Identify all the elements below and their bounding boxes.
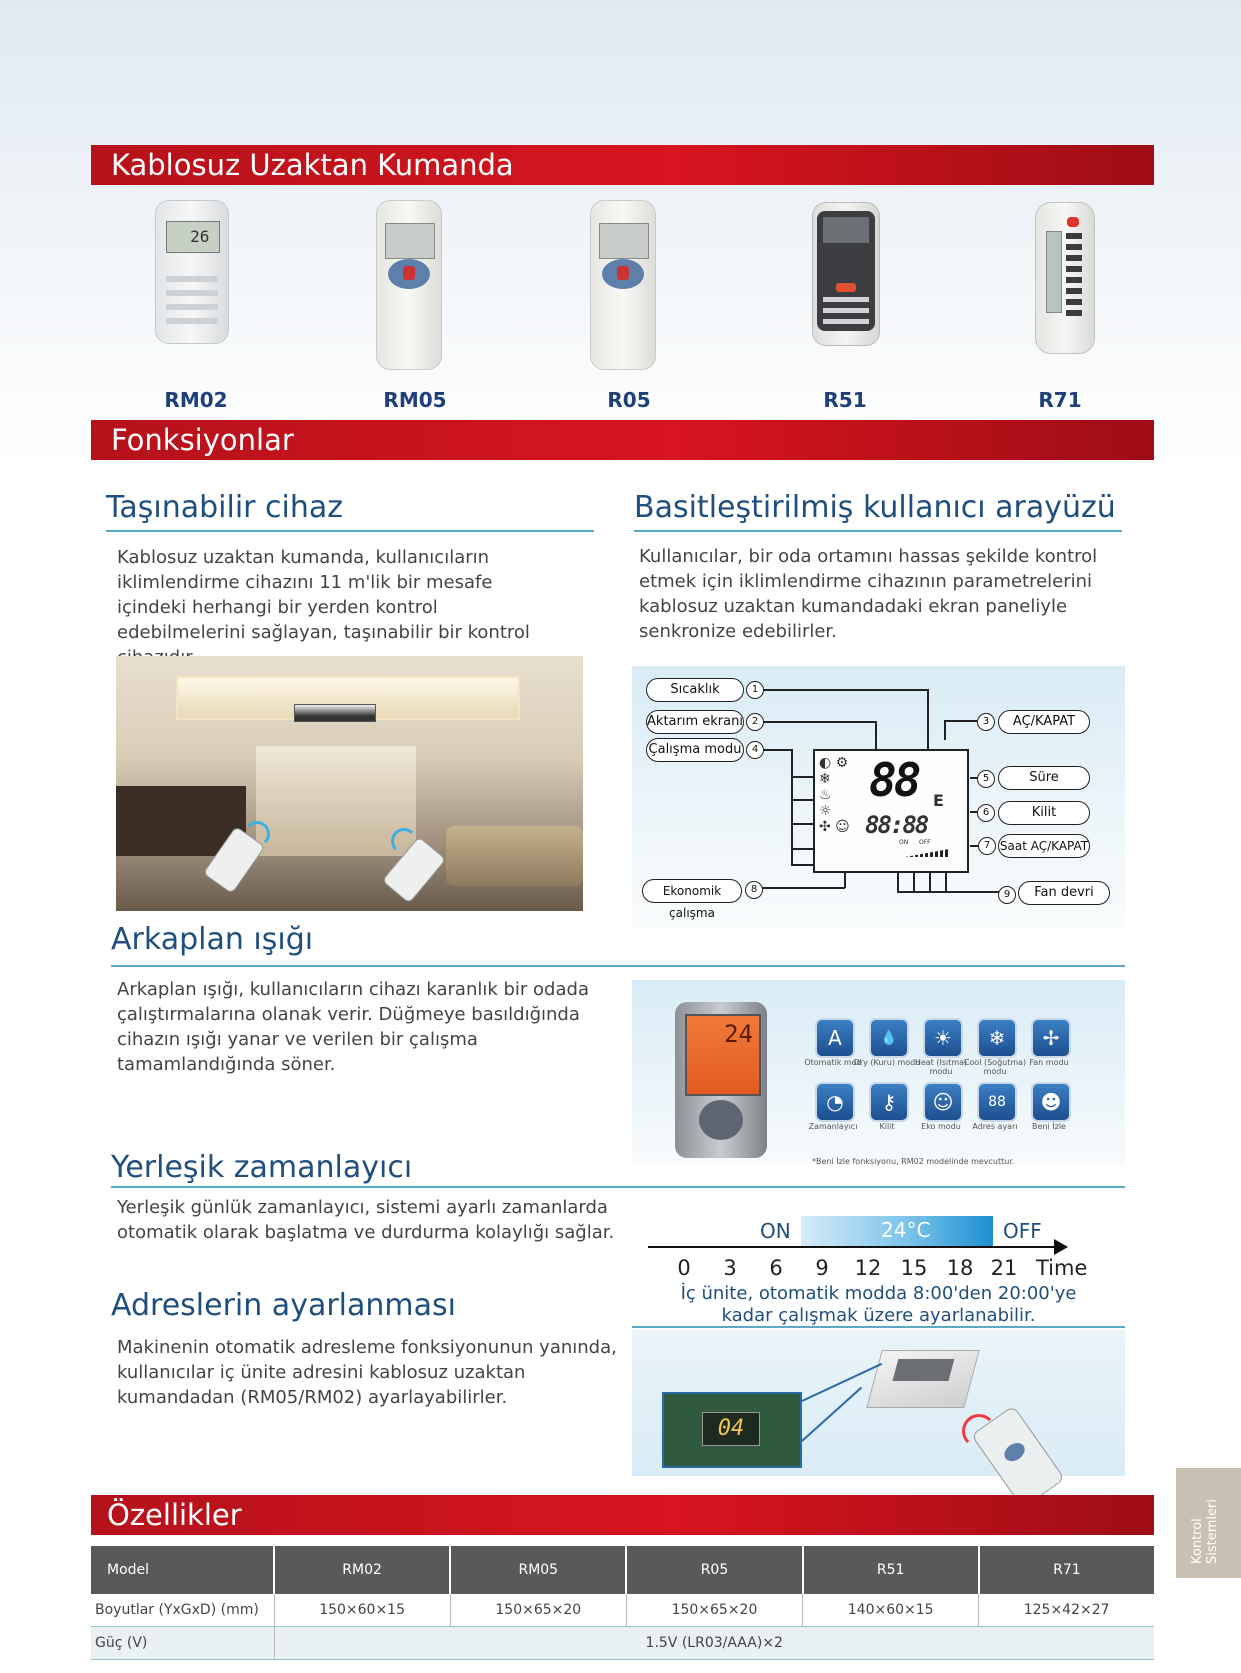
num-8: 8 bbox=[745, 881, 763, 899]
portable-underline bbox=[106, 530, 594, 532]
backlit-screen-value: 24 bbox=[724, 1020, 753, 1048]
section-header-bar bbox=[91, 145, 1154, 185]
specs-table bbox=[91, 1546, 1154, 1660]
label-temperature: Sıcaklık bbox=[646, 678, 744, 702]
side-tab bbox=[1176, 1468, 1241, 1578]
timer-title: Yerleşik zamanlayıcı bbox=[111, 1150, 413, 1185]
heat-icon: ☀ bbox=[923, 1018, 963, 1058]
table-cell: 125×42×27 bbox=[979, 1594, 1154, 1627]
label-transfer-screen: Aktarım ekranı bbox=[646, 710, 744, 734]
specs-header-row bbox=[91, 1546, 1154, 1594]
table-cell: 150×60×15 bbox=[274, 1594, 450, 1627]
table-cell: 150×65×20 bbox=[626, 1594, 802, 1627]
mode-icon-label: Eko modu bbox=[921, 1122, 961, 1131]
timer-tick: 9 bbox=[815, 1256, 829, 1280]
portable-title: Taşınabilir cihaz bbox=[106, 490, 343, 525]
table-cell: Güç (V) bbox=[91, 1627, 274, 1660]
label-fan-speed: Fan devri bbox=[1018, 881, 1110, 905]
address-text: Makinenin otomatik adresleme fonksiyonunun yanında, kullanıcılar iç ünite adresini kablosuz uzaktan kumandadan (RM05/RM02) ayarlayabilirler. bbox=[117, 1337, 617, 1408]
address-underline bbox=[632, 1326, 1125, 1328]
auto-icon: A bbox=[815, 1018, 855, 1058]
table-cell: Boyutlar (YxGxD) (mm) bbox=[91, 1594, 274, 1627]
label-duration: Süre bbox=[998, 766, 1090, 790]
dry-icon: 💧 bbox=[869, 1018, 909, 1058]
timer-active-band bbox=[801, 1216, 993, 1246]
address-title: Adreslerin ayarlanması bbox=[111, 1288, 456, 1323]
timer-tick: 3 bbox=[723, 1256, 737, 1280]
specs-header-cell: Model bbox=[91, 1546, 274, 1594]
mode-icon-label: Otomatik mod bbox=[804, 1058, 862, 1067]
timer-tick: 21 bbox=[990, 1256, 1018, 1280]
specs-header-cell: RM02 bbox=[274, 1546, 450, 1594]
address-panel bbox=[632, 1330, 1125, 1476]
label-on-off: AÇ/KAPAT bbox=[998, 710, 1090, 734]
timer-icon: ◔ bbox=[815, 1082, 855, 1122]
specs-header-cell: R71 bbox=[979, 1546, 1154, 1594]
mode-icon-label: Cool (Soğutma) modu bbox=[963, 1058, 1027, 1076]
timer-axis bbox=[648, 1246, 1058, 1248]
backlight-title: Arkaplan ışığı bbox=[111, 922, 314, 957]
section-title: Kablosuz Uzaktan Kumanda bbox=[111, 148, 514, 182]
simple-ui-title: Basitleştirilmiş kullanıcı arayüzü bbox=[634, 490, 1116, 525]
label-eco-operation: Ekonomik çalışma bbox=[642, 879, 742, 903]
room-photo bbox=[116, 656, 583, 911]
follow-me-icon: ☻ bbox=[1031, 1082, 1071, 1122]
model-label-r71: R71 bbox=[1038, 388, 1082, 412]
timer-tick: 15 bbox=[900, 1256, 928, 1280]
timer-temperature: 24°C bbox=[881, 1218, 931, 1242]
follow-me-note: *Beni İzle fonksiyonu, RM02 modelinde mevcuttur. bbox=[812, 1157, 1015, 1166]
fan-icon: ✢ bbox=[1031, 1018, 1071, 1058]
timer-underline bbox=[111, 1186, 1125, 1188]
timer-axis-arrow bbox=[1054, 1239, 1068, 1255]
model-label-rm05: RM05 bbox=[383, 388, 447, 412]
timer-tick: 18 bbox=[946, 1256, 974, 1280]
num-4: 4 bbox=[746, 741, 764, 759]
table-cell: 140×60×15 bbox=[803, 1594, 979, 1627]
num-3: 3 bbox=[977, 713, 995, 731]
remote-rm05-image bbox=[376, 200, 442, 370]
backlight-panel bbox=[632, 980, 1125, 1165]
specs-header-cell: R51 bbox=[803, 1546, 979, 1594]
lcd-diagram bbox=[632, 666, 1125, 929]
timer-tick: 6 bbox=[769, 1256, 783, 1280]
functions-title: Fonksiyonlar bbox=[111, 423, 294, 457]
functions-header-bar bbox=[91, 420, 1154, 460]
table-row bbox=[91, 1594, 1154, 1627]
cassette-unit-image bbox=[866, 1350, 980, 1408]
cool-icon: ❄ bbox=[977, 1018, 1017, 1058]
timer-text: Yerleşik günlük zamanlayıcı, sistemi ayarlı zamanlarda otomatik olarak başlatma ve durdurma kolaylığı sağlar. bbox=[117, 1197, 615, 1243]
lcd-clock: 88:88 bbox=[865, 811, 928, 839]
num-1: 1 bbox=[746, 681, 764, 699]
table-cell: 1.5V (LR03/AAA)×2 bbox=[274, 1627, 1154, 1660]
lcd-panel bbox=[813, 749, 969, 873]
model-label-rm02: RM02 bbox=[164, 388, 228, 412]
backlight-underline bbox=[111, 965, 1125, 967]
timer-axis-label: Time bbox=[1036, 1256, 1088, 1280]
side-tab-line2: Sistemleri bbox=[1205, 1499, 1220, 1564]
lcd-temperature: 88 bbox=[869, 753, 919, 807]
remote-r51-image bbox=[812, 202, 880, 346]
mode-icon-label: Heat (Isıtma) modu bbox=[914, 1058, 968, 1076]
side-tab-line1: Kontrol bbox=[1190, 1518, 1205, 1564]
mode-icon-label: Kilit bbox=[879, 1122, 895, 1131]
label-lock: Kilit bbox=[998, 801, 1090, 825]
label-clock-on-off: Saat AÇ/KAPAT bbox=[998, 834, 1090, 858]
specs-header-cell: RM05 bbox=[450, 1546, 626, 1594]
label-operation-mode: Çalışma modu bbox=[646, 738, 744, 762]
remote-r71-image bbox=[1035, 202, 1095, 354]
simple-ui-underline bbox=[634, 530, 1122, 532]
model-label-r51: R51 bbox=[823, 388, 867, 412]
timer-off-label: OFF bbox=[1003, 1219, 1042, 1243]
backlit-remote-image bbox=[675, 1002, 767, 1158]
address-icon: 88 bbox=[977, 1082, 1017, 1122]
lcd-e-mark: E bbox=[933, 791, 944, 810]
timer-on-label: ON bbox=[760, 1219, 791, 1243]
mode-icon-label: Adres ayarı bbox=[972, 1122, 1018, 1131]
specs-header-cell: R05 bbox=[626, 1546, 802, 1594]
remote-rm02-image: 26 bbox=[155, 200, 229, 344]
timer-tick: 0 bbox=[677, 1256, 691, 1280]
num-2: 2 bbox=[746, 713, 764, 731]
address-board-image bbox=[662, 1392, 802, 1468]
specs-header-bar bbox=[91, 1495, 1154, 1535]
timer-caption-line1: İç ünite, otomatik modda 8:00'den 20:00'ye bbox=[680, 1283, 1077, 1304]
lcd-on: ON bbox=[899, 839, 909, 846]
mode-icon-label: Beni İzle bbox=[1032, 1122, 1066, 1131]
num-9: 9 bbox=[998, 886, 1016, 904]
model-label-r05: R05 bbox=[607, 388, 651, 412]
eco-icon: ☺ bbox=[923, 1082, 963, 1122]
portable-text: Kablosuz uzaktan kumanda, kullanıcıların iklimlendirme cihazını 11 m'lik bir mesafe içindeki herhangi bir yerden kontrol edebilmelerini sağlayan, taşınabilir bir kontrol bbox=[117, 547, 530, 643]
address-display-value: 04 bbox=[717, 1416, 745, 1441]
timer-caption-line2: kadar çalışmak üzere ayarlanabilir. bbox=[721, 1305, 1036, 1326]
backlight-text: Arkaplan ışığı, kullanıcıların cihazı karanlık bir odada çalıştırmalarına olanak verir. Düğmeye basıldığında cihazın ışığı yanar ve verilen bir çalışma tamamlandığında söner. bbox=[117, 979, 589, 1075]
table-row bbox=[91, 1627, 1154, 1660]
mode-icon-label: Zamanlayıcı bbox=[808, 1122, 858, 1131]
num-5: 5 bbox=[977, 770, 995, 788]
timer-tick: 12 bbox=[854, 1256, 882, 1280]
remote-r05-image bbox=[590, 200, 656, 370]
table-cell: 150×65×20 bbox=[450, 1594, 626, 1627]
lcd-mode-icons: ◐ ⚙ ❄ ♨ ☼ ✣ ☺ bbox=[819, 755, 850, 835]
num-6: 6 bbox=[977, 804, 995, 822]
num-7: 7 bbox=[978, 837, 996, 855]
specs-title: Özellikler bbox=[107, 1498, 242, 1532]
mode-icon-label: Dry (Kuru) modu bbox=[853, 1058, 921, 1067]
mode-icon-label: Fan modu bbox=[1029, 1058, 1069, 1067]
simple-ui-text: Kullanıcılar, bir oda ortamını hassas şekilde kontrol etmek için iklimlendirme cihazının parametrelerini kablosuz uzaktan kumandadaki ekran paneliyle senkronize edebilirler. bbox=[639, 546, 1098, 642]
lcd-off: OFF bbox=[919, 839, 931, 846]
lock-icon: ⚷ bbox=[869, 1082, 909, 1122]
lcd-fan-bars bbox=[905, 849, 949, 857]
